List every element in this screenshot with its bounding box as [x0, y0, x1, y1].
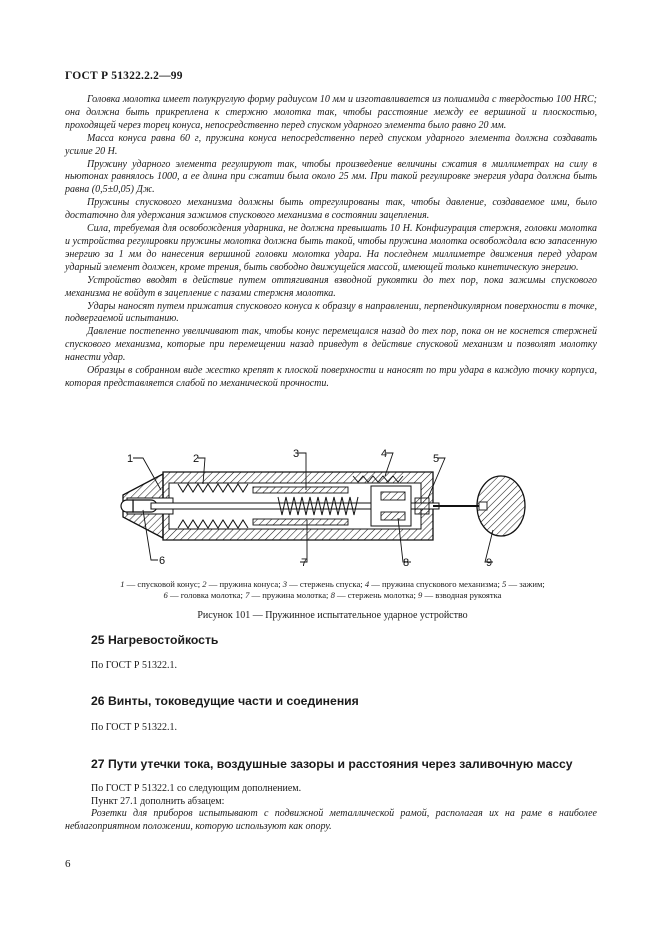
- legend-text: — спусковой конус;: [124, 579, 203, 589]
- legend-num: 7: [245, 590, 250, 600]
- cocking-knob: [433, 476, 525, 536]
- impact-device-drawing: [103, 440, 573, 575]
- legend-num: 4: [364, 579, 370, 589]
- callout-4: 4: [381, 448, 388, 460]
- callout-3: 3: [293, 448, 300, 460]
- section-25-body: По ГОСТ Р 51322.1.: [91, 660, 177, 671]
- paragraph: Масса конуса равна 60 г, пружина конуса непосредственно перед спуском ударного элемента должна создавать усилие 20 Н.: [65, 132, 597, 157]
- legend-line-2: [60, 590, 605, 601]
- legend-num: 2: [202, 579, 207, 589]
- section-26-heading: 26 Винты, токоведущие части и соединения: [91, 694, 359, 708]
- callout-6: 6: [159, 555, 166, 567]
- legend-text: — стержень молотка;: [334, 590, 418, 600]
- legend-num: 6: [163, 590, 168, 600]
- legend-line-1: [60, 579, 605, 590]
- figure-legend: [60, 579, 605, 601]
- callout-7: 7: [301, 557, 308, 569]
- legend-num: 3: [282, 579, 288, 589]
- legend-num: 1: [120, 579, 125, 589]
- callout-5: 5: [433, 453, 440, 465]
- callout-8: 8: [403, 557, 410, 569]
- paragraph: Головка молотка имеет полукруглую форму радиусом 10 мм и изготавливается из полиамида с твердостью 100 HRC; она должна быть прикреплена к стержню молотка так, чтобы расстояние между ее вершиной и плоскостью, проходящей через торец конуса, непосредственно перед спуском ударного элемента было равно 20 мм.: [65, 94, 597, 131]
- callout-2: 2: [193, 453, 200, 465]
- callout-9: 9: [486, 557, 493, 569]
- page-number: 6: [65, 858, 71, 870]
- figure-title: Рисунок 101 — Пружинное испытательное ударное устройство: [197, 610, 468, 621]
- paragraph: Розетки для приборов испытывают с подвижной металлической рамой, располагая их на раме в наиболее неблагоприятном положении, которую используют как опору.: [65, 808, 597, 832]
- legend-num: 5: [502, 579, 507, 589]
- paragraph: Пружину ударного элемента регулируют так, чтобы произведение величины сжатия в миллиметрах на силу в ньютонах равнялось 1000, а ее длина при сжатии была около 25 мм. При такой регулировке энергия удара должна быть равна (0,5±0,05) Дж.: [65, 158, 597, 196]
- paragraph: Пункт 27.1 дополнить абзацем:: [91, 795, 225, 807]
- legend-text: — пружина спускового механизма;: [369, 579, 503, 589]
- section-25-heading: 25 Нагревостойкость: [91, 633, 219, 647]
- callout-1: 1: [127, 453, 134, 465]
- paragraph: Сила, требуемая для освобождения ударника, не должна превышать 10 Н. Конфигурация стержня, головки молотка и устройства регулировки пружины молотка должна быть такой, чтобы пружина молотка освобождала всю запасенную энергию за 1 мм до нанесения вершиной головки молотка удара. На последнем миллиметре движения перед ударом ударный элемент должен, кроме трения, быть свободно движущейся массой, имеющей только кинетическую энергию.: [65, 223, 597, 273]
- legend-text: — взводная рукоятка: [422, 590, 502, 600]
- legend-text: — головка молотка;: [167, 590, 246, 600]
- section-27-body: [65, 783, 597, 833]
- legend-text: — стержень спуска;: [287, 579, 365, 589]
- legend-text: — пружина конуса;: [206, 579, 283, 589]
- paragraph: По ГОСТ Р 51322.1 со следующим дополнением.: [91, 783, 302, 794]
- paragraph: Пружины спускового механизма должны быть отрегулированы так, чтобы давление, создаваемое ими, было достаточно для удержания зажимов спускового механизма в состоянии зацепления.: [65, 197, 597, 222]
- paragraph: Устройство вводят в действие путем оттягивания взводной рукоятки до тех пор, пока зажимы спускового механизма не войдут в зацепление с пазами стержня молотка.: [65, 274, 597, 299]
- section-27-heading: 27 Пути утечки тока, воздушные зазоры и расстояния через заливочную массу: [91, 757, 573, 771]
- legend-text: — зажим;: [506, 579, 545, 589]
- legend-text: — пружина молотка;: [249, 590, 331, 600]
- paragraph: Давление постепенно увеличивают так, чтобы конус перемещался назад до тех пор, пока он не коснется стержней спускового механизма, которые при перемещении назад приведут в действие спусковой механизм и позволят молотку нанести удар.: [65, 326, 597, 364]
- impact-device-svg: [103, 440, 573, 575]
- document-header: ГОСТ Р 51322.2.2—99: [65, 70, 183, 82]
- paragraph: Образцы в собранном виде жестко крепят к плоской поверхности и наносят по три удара в каждую точку корпуса, которая представляется слабой по механической прочности.: [65, 365, 597, 389]
- paragraph: Удары наносят путем прижатия спускового конуса к образцу в направлении, перпендикулярном поверхности в точке, подвергаемой испытанию.: [65, 300, 597, 325]
- section-26-body: По ГОСТ Р 51322.1.: [91, 722, 177, 733]
- body-text: [65, 94, 597, 391]
- legend-num: 8: [330, 590, 335, 600]
- legend-num: 9: [418, 590, 423, 600]
